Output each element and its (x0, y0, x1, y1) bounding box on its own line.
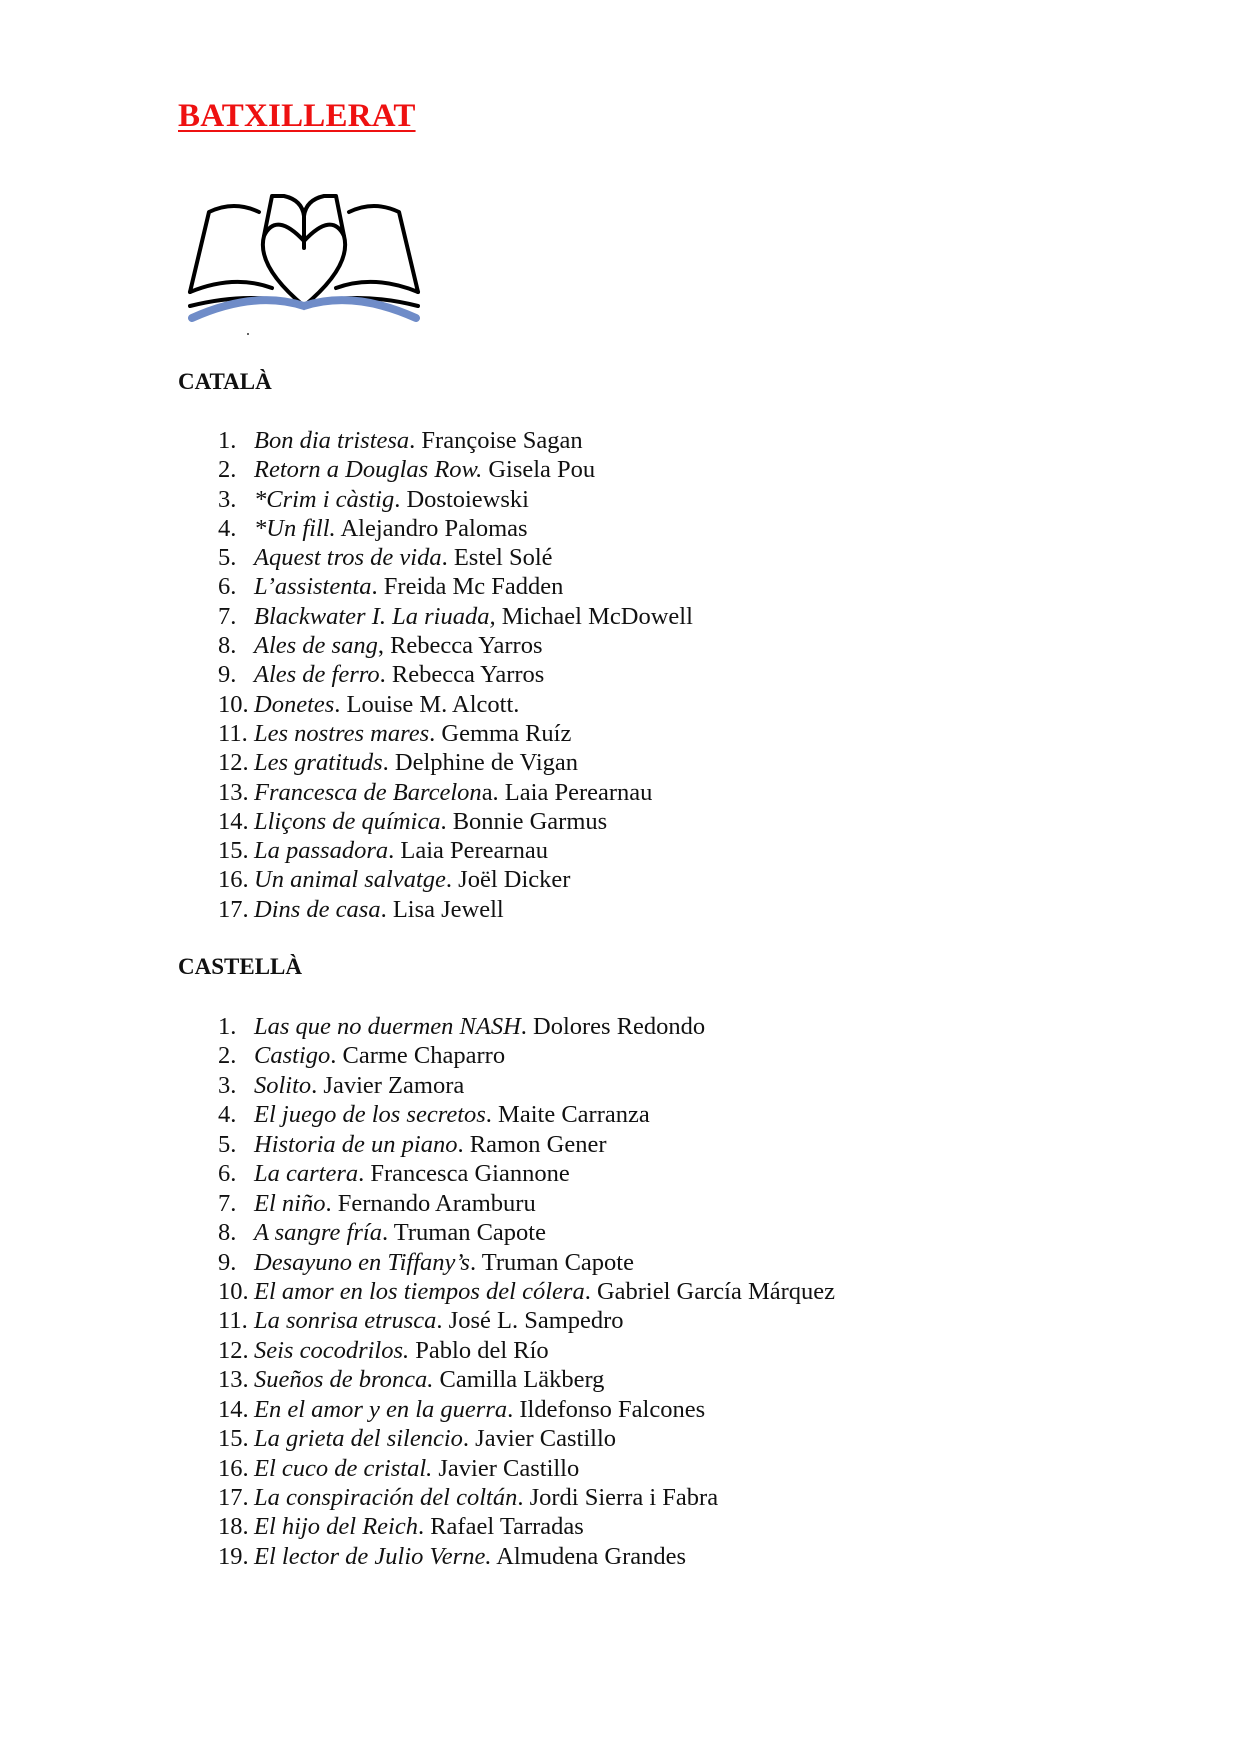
book-author: . Estel Solé (441, 544, 553, 572)
item-number: 14. (218, 1395, 249, 1423)
list-item (218, 1424, 835, 1453)
castella-book-list (218, 1012, 835, 1571)
list-item (218, 778, 693, 807)
book-title: Seis cocodrilos. (254, 1336, 410, 1364)
book-author: Michael McDowell (495, 602, 693, 630)
list-item (218, 690, 693, 719)
book-title: Donetes (254, 690, 335, 718)
list-item (218, 1483, 835, 1512)
book-title: El lector de Julio Verne. (254, 1542, 492, 1570)
item-number: 5. (218, 1130, 237, 1158)
list-item (218, 485, 693, 514)
list-item (218, 1159, 835, 1188)
item-number: 3. (218, 1071, 237, 1099)
list-item (218, 1454, 835, 1483)
book-title: Sueños de bronca. (254, 1366, 434, 1394)
book-title: A sangre fría (254, 1219, 382, 1247)
list-item (218, 1336, 835, 1365)
page-title: BATXILLERAT (178, 98, 416, 134)
item-number: 4. (218, 1101, 237, 1129)
book-title: El juego de los secretos (254, 1101, 486, 1129)
book-author: Alejandro Palomas (335, 514, 528, 542)
item-number: 11. (218, 1307, 248, 1335)
item-number: 15. (218, 1425, 249, 1453)
book-author: Pablo del Río (409, 1336, 549, 1364)
list-item (218, 631, 693, 660)
book-title: Les gratituds (254, 749, 383, 777)
book-author: . Fernando Aramburu (325, 1189, 536, 1217)
book-title: La passadora (254, 837, 389, 865)
book-title: *Crim i càstig (254, 485, 395, 513)
item-number: 19. (218, 1542, 249, 1570)
book-author: . Ildefonso Falcones (507, 1395, 706, 1423)
book-title: El amor en los tiempos del cólera (254, 1277, 585, 1305)
open-book-heart-icon (184, 186, 424, 336)
book-author: . Jordi Sierra i Fabra (517, 1484, 719, 1511)
book-title: Las que no duermen NASH (254, 1013, 521, 1040)
item-number: 10. (218, 690, 249, 718)
book-title: Solito (254, 1071, 312, 1099)
book-author: . Joël Dicker (445, 866, 571, 894)
book-title: Un animal salvatge (254, 866, 446, 894)
book-author: . Laia Perearnau (388, 837, 548, 865)
book-author: . Truman Capote (381, 1219, 546, 1247)
book-title: La sonrisa etrusca (254, 1307, 437, 1335)
list-item (218, 1248, 835, 1277)
list-item (218, 1306, 835, 1335)
item-number: 16. (218, 866, 249, 894)
book-author: . Dostoiewski (394, 485, 529, 513)
list-item (218, 1512, 835, 1541)
book-author: . Lisa Jewell (380, 895, 504, 923)
book-title: Castigo (254, 1042, 331, 1070)
item-number: 2. (218, 1042, 237, 1070)
list-item (218, 426, 693, 455)
book-title: Blackwater I. La riuada, (254, 602, 496, 630)
book-author: Camilla Läkberg (433, 1366, 605, 1394)
item-number: 9. (218, 1248, 237, 1276)
book-author: . Rebecca Yarros (379, 661, 545, 689)
book-title: La conspiración del coltán (254, 1484, 518, 1511)
item-number: 14. (218, 807, 249, 835)
list-item (218, 895, 693, 924)
list-item (218, 1218, 835, 1247)
item-number: 11. (218, 719, 248, 747)
book-author: . Freida Mc Fadden (371, 573, 564, 601)
book-author: . Javier Zamora (311, 1071, 465, 1099)
book-author: . Maite Carranza (485, 1101, 650, 1129)
list-item (218, 1189, 835, 1218)
item-number: 8. (218, 632, 237, 660)
item-number: 8. (218, 1219, 237, 1247)
book-author: . Carme Chaparro (330, 1042, 506, 1070)
list-item (218, 572, 693, 601)
section-heading-castella: CASTELLÀ (178, 954, 302, 979)
book-title: *Un fill. (254, 514, 336, 542)
item-number: 12. (218, 749, 249, 777)
item-number: 3. (218, 485, 237, 513)
item-number: 6. (218, 1160, 237, 1188)
book-author: . Ramon Gener (457, 1130, 607, 1158)
book-author: . Rafael Tarradas (417, 1513, 584, 1541)
book-author: . Bonnie Garmus (440, 807, 608, 835)
list-item (218, 1277, 835, 1306)
catala-book-list (218, 426, 693, 924)
book-title: Desayuno en Tiffany’s (254, 1248, 470, 1276)
item-number: 17. (218, 895, 249, 923)
book-title: Bon dia tristesa (254, 427, 410, 454)
book-title: Historia de un piano (254, 1130, 458, 1158)
item-number: 18. (218, 1513, 249, 1541)
item-number: 2. (218, 456, 237, 484)
item-number: 4. (218, 514, 237, 542)
list-item (218, 807, 693, 836)
book-author: . Gabriel García Márquez (584, 1277, 836, 1305)
book-author: . Delphine de Vigan (382, 749, 579, 777)
book-author: a. Laia Perearnau (481, 778, 653, 806)
book-author: Almudena Grandes (491, 1542, 687, 1570)
list-item (218, 1100, 835, 1129)
list-item (218, 719, 693, 748)
book-title: Dins de casa (254, 895, 381, 923)
item-number: 17. (218, 1484, 249, 1511)
book-author: . Dolores Redondo (520, 1013, 706, 1040)
list-item (218, 602, 693, 631)
list-item (218, 1395, 835, 1424)
book-title: L’assistenta (254, 573, 372, 601)
list-item (218, 514, 693, 543)
item-number: 7. (218, 1189, 237, 1217)
book-title: El cuco de cristal. (254, 1454, 433, 1482)
book-author: . Françoise Sagan (409, 427, 583, 454)
list-item (218, 1071, 835, 1100)
book-title: El niño (254, 1189, 326, 1217)
item-number: 1. (218, 1013, 237, 1040)
list-item (218, 1012, 835, 1041)
list-item (218, 748, 693, 777)
item-number: 10. (218, 1277, 249, 1305)
book-title: Lliçons de química (254, 807, 441, 835)
book-title: Retorn a Douglas Row. (254, 456, 483, 484)
book-title: Aquest tros de vida (254, 544, 442, 572)
book-title: Francesca de Barcelon (254, 778, 482, 806)
list-item (218, 1041, 835, 1070)
item-number: 12. (218, 1336, 249, 1364)
list-item (218, 660, 693, 689)
list-item (218, 1365, 835, 1394)
item-number: 13. (218, 1366, 249, 1394)
item-number: 16. (218, 1454, 249, 1482)
book-author: , Rebecca Yarros (377, 632, 543, 660)
book-title: La grieta del silencio (254, 1425, 463, 1453)
book-title: El hijo del Reich (254, 1513, 418, 1541)
section-heading-catala: CATALÀ (178, 369, 272, 394)
item-number: 13. (218, 778, 249, 806)
item-number: 6. (218, 573, 237, 601)
list-item (218, 1130, 835, 1159)
book-author: . Truman Capote (469, 1248, 634, 1276)
book-author: Javier Castillo (432, 1454, 580, 1482)
book-title: Ales de ferro (254, 661, 380, 689)
book-author: Gisela Pou (482, 456, 596, 484)
book-author: . José L. Sampedro (436, 1307, 624, 1335)
book-author: . Francesca Giannone (358, 1160, 570, 1188)
item-number: 5. (218, 544, 237, 572)
book-title: En el amor y en la guerra (254, 1395, 508, 1423)
book-title: Les nostres mares (254, 719, 430, 747)
book-title: La cartera (254, 1160, 359, 1188)
item-number: 9. (218, 661, 237, 689)
item-number: 7. (218, 602, 237, 630)
book-author: . Gemma Ruíz (429, 719, 572, 747)
item-number: 15. (218, 837, 249, 865)
list-item (218, 455, 693, 484)
book-author: . Louise M. Alcott. (334, 690, 520, 718)
book-title: Ales de sang (254, 632, 378, 660)
list-item (218, 865, 693, 894)
list-item (218, 836, 693, 865)
book-author: . Javier Castillo (462, 1425, 617, 1453)
list-item (218, 543, 693, 572)
item-number: 1. (218, 427, 237, 454)
list-item (218, 1542, 835, 1571)
